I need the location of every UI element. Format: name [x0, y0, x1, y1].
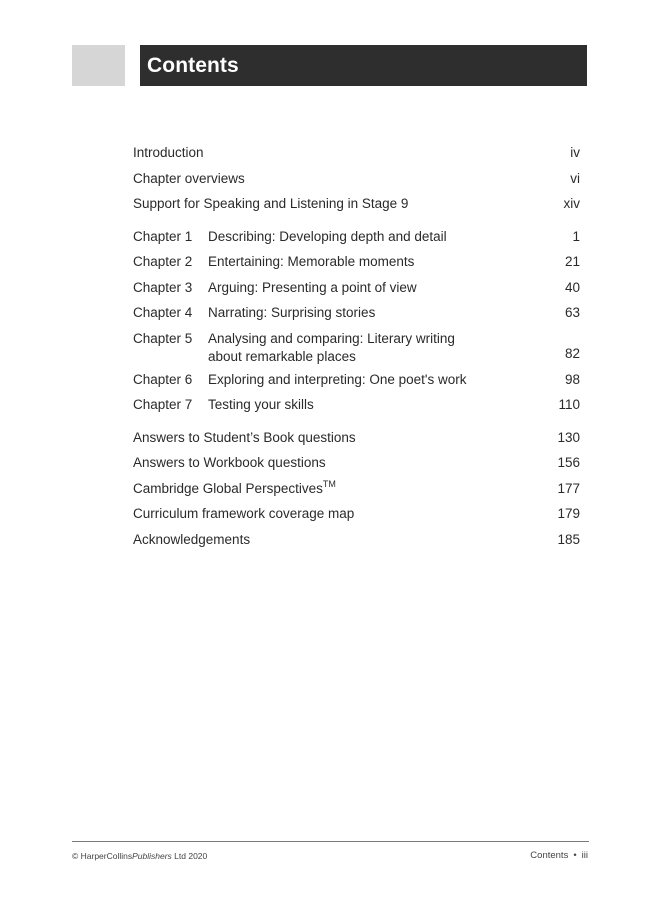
toc-entry-page: 63	[564, 305, 580, 320]
toc-entry-title: Describing: Developing depth and detail	[208, 228, 447, 244]
page-title: Contents	[147, 53, 239, 77]
toc-entry-chapter-2[interactable]	[133, 253, 580, 279]
copyright-prefix: © HarperCollins	[72, 851, 133, 861]
footer-divider	[72, 841, 589, 842]
chapter-label: Chapter 5	[133, 330, 193, 346]
toc-entry-page: iv	[570, 145, 580, 160]
toc-entry-page: 1	[572, 228, 580, 244]
toc-entry-chapter-1[interactable]	[133, 228, 580, 254]
toc-entry-title	[208, 330, 580, 371]
toc-entry-curriculum-map[interactable]	[133, 505, 580, 531]
toc-entry-title: Arguing: Presenting a point of view	[208, 279, 417, 295]
toc-entry-page: 21	[564, 254, 580, 269]
toc-entry-page: xiv	[563, 196, 580, 211]
toc-entry-title: Narrating: Surprising stories	[208, 305, 376, 320]
toc-entry-page: 40	[564, 279, 580, 295]
toc-entry-introduction[interactable]	[133, 144, 580, 170]
copyright-suffix: Ltd 2020	[171, 851, 208, 861]
toc-entry-title: Entertaining: Memorable moments	[208, 254, 415, 269]
toc-entry-chapter-6[interactable]	[133, 371, 580, 397]
footer-page-info	[530, 850, 588, 861]
toc-entry-page: 98	[564, 371, 580, 387]
toc-entry-answers-students-book[interactable]	[133, 429, 580, 455]
chapter-label: Chapter 1	[133, 228, 193, 244]
toc-entry-title-line1: Analysing and comparing: Literary writing	[208, 330, 455, 346]
toc-entry-page: 110	[558, 397, 580, 412]
toc-entry-title	[133, 480, 580, 506]
toc-entry-title: Acknowledgements	[133, 531, 251, 547]
toc-entry-page: vi	[570, 170, 580, 186]
toc-entry-title: Answers to Workbook questions	[133, 455, 326, 470]
toc-entry-chapter-3[interactable]	[133, 279, 580, 305]
toc-entry-page: 130	[557, 429, 580, 445]
toc-entry-chapter-overviews[interactable]	[133, 170, 580, 196]
toc-entry-acknowledgements[interactable]	[133, 531, 580, 557]
toc-entry-title: Testing your skills	[208, 397, 314, 412]
chapter-label: Chapter 3	[133, 279, 193, 295]
toc-entry-title: Chapter overviews	[133, 170, 245, 186]
toc-entry-title: Support for Speaking and Listening in Stage 9	[133, 196, 409, 211]
copyright-italic: Publishers	[132, 851, 172, 861]
chapter-label: Chapter 7	[133, 397, 193, 412]
toc-entry-global-perspectives[interactable]	[133, 480, 580, 506]
footer-page-number: iii	[581, 850, 588, 861]
toc-entry-title: Exploring and interpreting: One poet's work	[208, 371, 467, 387]
toc-entry-title: Answers to Student’s Book questions	[133, 429, 356, 445]
toc-entry-answers-workbook[interactable]	[133, 454, 580, 480]
toc-entry-title-line2: about remarkable places	[208, 348, 356, 364]
chapter-label: Chapter 2	[133, 254, 193, 269]
toc-entry-title: Curriculum framework coverage map	[133, 506, 355, 521]
title-bar	[140, 45, 587, 86]
toc-entry-chapter-5[interactable]	[133, 330, 580, 371]
toc-entry-title-text: Cambridge Global Perspectives	[133, 480, 323, 496]
trademark-mark: TM	[322, 478, 336, 489]
footer-copyright	[72, 851, 207, 861]
toc-entry-chapter-4[interactable]	[133, 304, 580, 330]
toc-entry-chapter-7[interactable]	[133, 396, 580, 422]
toc-entry-page: 156	[557, 455, 580, 470]
chapter-label: Chapter 4	[133, 305, 193, 320]
toc-entry-page: 185	[557, 531, 580, 547]
table-of-contents	[133, 144, 580, 556]
toc-entry-speaking-listening[interactable]	[133, 195, 580, 221]
toc-entry-page: 177	[557, 480, 580, 496]
chapter-label: Chapter 6	[133, 371, 193, 387]
toc-entry-page: 179	[557, 506, 580, 521]
header-grey-block	[72, 45, 125, 86]
toc-entry-title: Introduction	[133, 145, 204, 160]
toc-entry-page: 82	[564, 346, 580, 361]
section-gap	[133, 221, 580, 228]
section-gap	[133, 422, 580, 429]
bullet-separator: •	[573, 850, 577, 861]
footer-section: Contents	[530, 850, 569, 861]
